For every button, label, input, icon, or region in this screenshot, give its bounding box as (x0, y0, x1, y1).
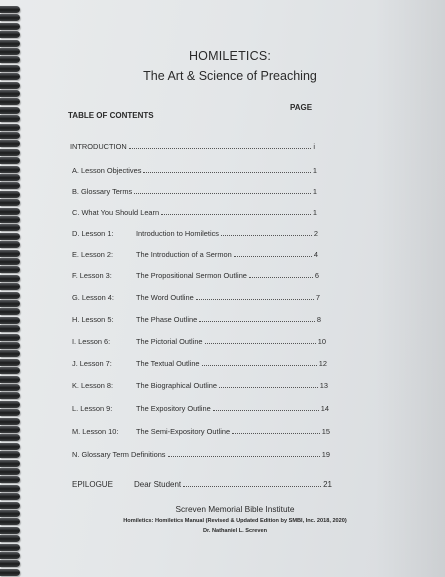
toc-entry-page: 19 (321, 450, 330, 459)
leader-dots (232, 433, 320, 434)
toc-entry-page: 8 (316, 315, 321, 324)
document-subtitle: The Art & Science of Preaching (143, 69, 317, 83)
toc-heading: TABLE OF CONTENTS (68, 111, 154, 120)
toc-entry-title: The Textual Outline (136, 359, 200, 368)
toc-entry (72, 163, 317, 175)
toc-entry-page: 15 (321, 427, 330, 436)
manual-edition-line: Homiletics: Homiletics Manual (Revised & Updated Edition by SMBI, Inc. 2018, 2020) (123, 518, 347, 524)
toc-entry (72, 205, 317, 217)
toc-entry-label: K. Lesson 8: (72, 381, 114, 390)
toc-entry-title: The Propositional Sermon Outline (136, 271, 247, 280)
document-title: HOMILETICS: (188, 49, 272, 63)
toc-entry (72, 424, 330, 436)
toc-entry-title: The Introduction of a Sermon (136, 250, 232, 259)
toc-entry (72, 447, 330, 459)
leader-dots (199, 321, 315, 322)
toc-entry-page: 1 (312, 187, 317, 196)
toc-entry-label: D. Lesson 1: (72, 229, 114, 238)
leader-dots (219, 387, 318, 388)
leader-dots (249, 277, 313, 278)
toc-entry-label: G. Lesson 4: (72, 293, 114, 302)
author-name: Dr. Nathaniel L. Screven (202, 528, 268, 534)
toc-entry-page: 7 (315, 293, 320, 302)
toc-entry (72, 268, 319, 280)
toc-entry (72, 477, 332, 489)
toc-entry-page: 1 (312, 208, 317, 217)
leader-dots (143, 172, 310, 173)
toc-entry-label: H. Lesson 5: (72, 315, 114, 324)
toc-entry-page: i (313, 142, 315, 151)
toc-entry-page: 6 (314, 271, 319, 280)
toc-entry (72, 356, 327, 368)
toc-entry-page: 21 (323, 480, 332, 489)
toc-entry-label: F. Lesson 3: (72, 271, 112, 280)
institute-name: Screven Memorial Bible Institute (175, 504, 295, 514)
toc-entry-page: 14 (320, 404, 329, 413)
toc-entry (72, 378, 328, 390)
toc-entry-title: Introduction to Homiletics (136, 229, 219, 238)
toc-entry-label: I. Lesson 6: (72, 337, 111, 346)
toc-entry-page: 4 (313, 250, 318, 259)
toc-entry (72, 226, 318, 238)
leader-dots (134, 193, 311, 194)
toc-entry-label: INTRODUCTION (70, 142, 127, 151)
toc-entry-label: A. Lesson Objectives (72, 166, 142, 175)
leader-dots (129, 148, 312, 149)
page-column-heading: PAGE (290, 103, 313, 112)
toc-entry-label: M. Lesson 10: (72, 427, 119, 436)
leader-dots (161, 214, 311, 215)
leader-dots (168, 456, 320, 457)
toc-entry-title: Dear Student (134, 480, 182, 489)
toc-entry (72, 334, 326, 346)
leader-dots (196, 299, 314, 300)
toc-entry-label: N. Glossary Term Definitions (72, 450, 166, 459)
toc-entry-page: 10 (317, 337, 326, 346)
toc-entry-title: The Phase Outline (136, 315, 198, 324)
leader-dots (213, 410, 319, 411)
toc-entry-page: 2 (313, 229, 318, 238)
toc-entry-label: J. Lesson 7: (72, 359, 112, 368)
toc-entry-page: 12 (318, 359, 327, 368)
toc-entry-title: The Semi-Expository Outline (136, 427, 231, 436)
leader-dots (202, 365, 317, 366)
toc-entry-label: B. Glossary Terms (72, 187, 133, 196)
toc-entry (72, 184, 317, 196)
toc-entry (72, 290, 320, 302)
toc-entry-title: The Expository Outline (136, 404, 211, 413)
toc-entry-label: EPILOGUE (72, 480, 113, 489)
toc-entry (72, 247, 318, 259)
leader-dots (205, 343, 316, 344)
toc-entry-label: C. What You Should Learn (72, 208, 160, 217)
leader-dots (183, 486, 321, 487)
toc-entry (72, 401, 329, 413)
toc-entry-label: E. Lesson 2: (72, 250, 114, 259)
leader-dots (234, 256, 312, 257)
toc-entry-label: L. Lesson 9: (72, 404, 113, 413)
leader-dots (221, 235, 312, 236)
toc-entry-page: 1 (312, 166, 317, 175)
toc-entry-title: The Biographical Outline (136, 381, 217, 390)
toc-entry-title: The Pictorial Outline (136, 337, 203, 346)
toc-entry-title: The Word Outline (136, 293, 194, 302)
toc-entry (72, 312, 321, 324)
toc-entry-page: 13 (319, 381, 328, 390)
toc-entry (70, 139, 315, 151)
